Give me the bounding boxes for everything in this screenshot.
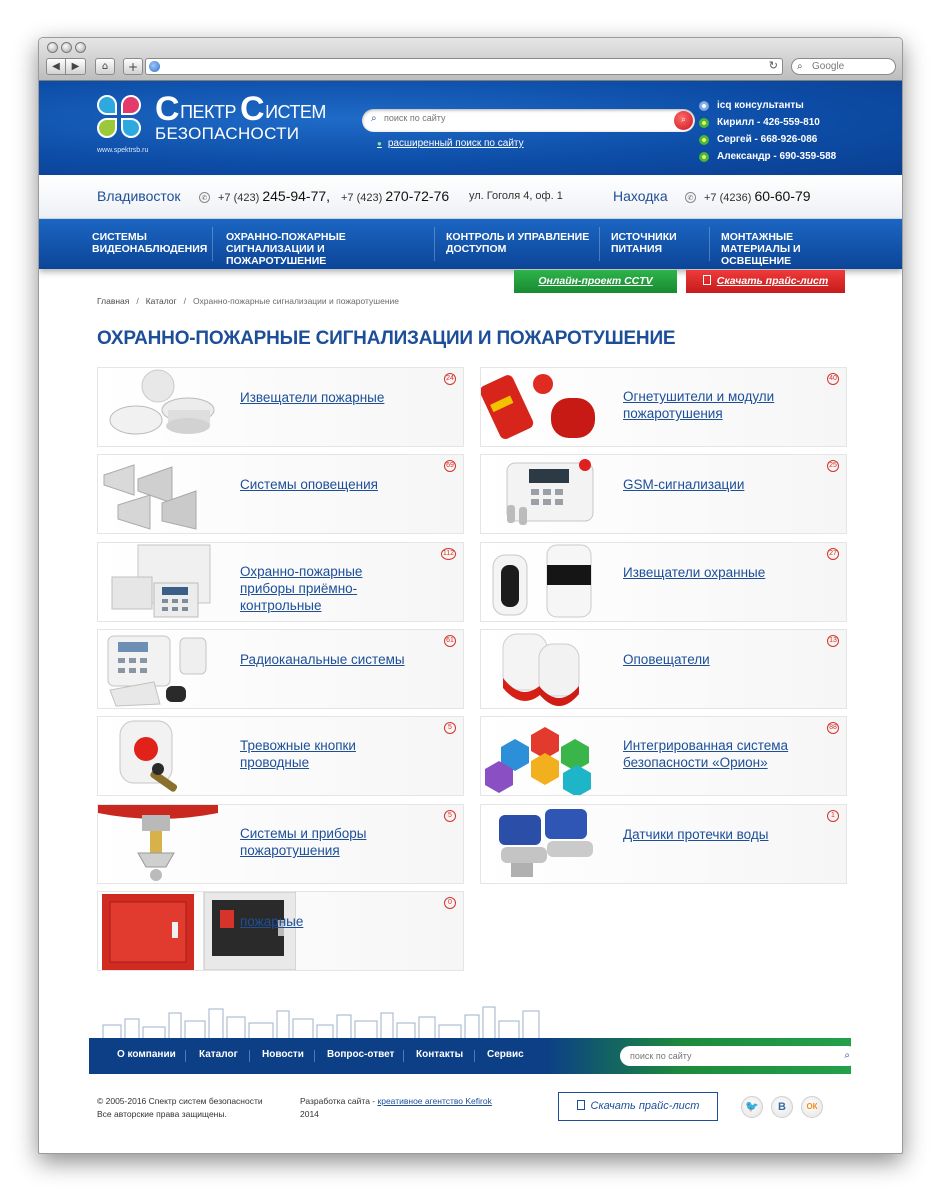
footer-search-placeholder: поиск по сайту xyxy=(630,1051,692,1061)
footer-search-input[interactable] xyxy=(620,1046,858,1066)
contacts-strip xyxy=(39,175,902,219)
category-card[interactable] xyxy=(97,454,464,534)
radio-systems-image xyxy=(98,630,218,708)
category-name[interactable]: пожарные xyxy=(240,914,304,929)
copyright xyxy=(97,1095,263,1121)
plus-icon: + xyxy=(127,59,139,74)
globe-icon xyxy=(149,61,160,72)
reload-icon[interactable]: ↻ xyxy=(768,59,778,72)
footer-nav-faq[interactable]: Вопрос-ответ xyxy=(327,1049,395,1060)
search-icon: ⌕ xyxy=(797,61,803,72)
developer-prefix: Разработка сайта - xyxy=(300,1096,376,1106)
category-name[interactable]: Огнетушители и модули пожаротушения xyxy=(623,389,775,421)
icq-contact[interactable]: Кирилл - 426-559-810 xyxy=(717,117,820,128)
category-count-badge: 1 xyxy=(827,810,839,822)
category-card[interactable] xyxy=(480,454,847,534)
category-card[interactable] xyxy=(97,891,464,971)
advanced-search-label: расширенный поиск по сайту xyxy=(387,138,524,149)
breadcrumb-home[interactable]: Главная xyxy=(97,296,130,306)
history-buttons xyxy=(46,58,86,75)
breadcrumb: Главная / Каталог / Охранно-пожарные сигнализации и пожаротушение xyxy=(97,296,400,306)
bullet-icon: ● xyxy=(377,139,382,148)
category-card[interactable] xyxy=(480,804,847,884)
address: ул. Гоголя 4, оф. 1 xyxy=(469,190,563,202)
footer-nav-catalog[interactable]: Каталог xyxy=(199,1049,238,1060)
category-name[interactable]: Системы и приборы пожаротушения xyxy=(240,826,367,858)
category-card[interactable] xyxy=(480,716,847,796)
logo-cap-2: С xyxy=(240,90,265,128)
vk-icon[interactable]: В xyxy=(771,1096,793,1118)
footer-nav-service[interactable]: Сервис xyxy=(487,1049,524,1060)
site-header xyxy=(39,81,902,175)
browser-search-field[interactable] xyxy=(791,58,896,75)
page-title: ОХРАННО-ПОЖАРНЫЕ СИГНАЛИЗАЦИИ И ПОЖАРОТУШЕНИЕ xyxy=(97,328,676,349)
phone-3-code: +7 (4236) xyxy=(704,192,752,204)
category-count-badge: 69 xyxy=(444,460,456,472)
category-name[interactable]: Интегрированная система безопасности «Орион» xyxy=(623,738,789,770)
nav-item-fire-alarm[interactable]: ОХРАННО-ПОЖАРНЫЕ СИГНАЛИЗАЦИИ И ПОЖАРОТУШЕНИЕ xyxy=(226,231,346,267)
forward-arrow-icon: ▶ xyxy=(71,61,80,72)
search-icon[interactable]: ⌕ xyxy=(844,1050,850,1061)
category-card[interactable] xyxy=(480,367,847,447)
copyright-line-2: Все авторские права защищены. xyxy=(97,1109,227,1119)
category-count-badge: 25 xyxy=(827,460,839,472)
notification-speakers-image xyxy=(98,455,218,533)
nav-item-mounting[interactable]: МОНТАЖНЫЕ МАТЕРИАЛЫ И ОСВЕЩЕНИЕ xyxy=(721,231,801,267)
category-count-badge: 5 xyxy=(444,722,456,734)
logo-url: www.spektrsb.ru xyxy=(97,147,149,154)
breadcrumb-catalog[interactable]: Каталог xyxy=(145,296,177,306)
developer-year: 2014 xyxy=(300,1109,319,1119)
close-window-icon[interactable] xyxy=(47,42,58,53)
online-cctv-button[interactable]: Онлайн-проект CCTV xyxy=(514,270,677,293)
category-count-badge: 13 xyxy=(827,635,839,647)
address-bar[interactable] xyxy=(145,58,783,75)
main-nav xyxy=(39,219,902,269)
icq-title: icq консультанты xyxy=(717,100,804,111)
logo-emblem-icon[interactable] xyxy=(97,95,145,141)
phone-1-code: +7 (423) xyxy=(218,192,260,204)
category-name[interactable]: Охранно-пожарные приборы приёмно-контрольные xyxy=(240,564,363,613)
logo-word-3: БЕЗОПАСНОСТИ xyxy=(155,124,300,143)
category-card[interactable] xyxy=(480,629,847,709)
category-count-badge: 40 xyxy=(827,373,839,385)
download-price-button[interactable] xyxy=(686,270,845,293)
developer-link[interactable]: креативное агентство Kefirok xyxy=(377,1096,492,1106)
phone-2 xyxy=(341,188,449,204)
fire-cabinets-image xyxy=(98,892,296,970)
category-card[interactable] xyxy=(97,716,464,796)
forward-button[interactable] xyxy=(66,58,86,75)
breadcrumb-current: Охранно-пожарные сигнализации и пожаротушение xyxy=(193,296,400,306)
phone-1-number: 245-94-77, xyxy=(262,188,331,204)
city-vladivostok: Владивосток xyxy=(97,188,181,204)
panic-button-image xyxy=(98,717,218,795)
copyright-line-1: © 2005-2016 Спектр систем безопасности xyxy=(97,1096,263,1106)
home-icon: ⌂ xyxy=(101,61,109,72)
icq-status-icon xyxy=(699,152,709,162)
odnoklassniki-icon[interactable]: ОК xyxy=(801,1096,823,1118)
new-tab-button[interactable] xyxy=(123,58,143,75)
category-name[interactable]: Тревожные кнопки проводные xyxy=(240,738,356,770)
twitter-icon[interactable]: 🐦 xyxy=(741,1096,763,1118)
icq-contact[interactable]: Александр - 690-359-588 xyxy=(717,151,837,162)
nav-item-power[interactable]: ИСТОЧНИКИ ПИТАНИЯ xyxy=(611,231,677,255)
logo-wordmark[interactable] xyxy=(155,90,326,144)
browser-search-placeholder: Google xyxy=(812,61,845,72)
category-count-badge: 61 xyxy=(444,635,456,647)
icq-consultants xyxy=(699,97,836,165)
document-icon xyxy=(577,1100,585,1110)
back-button[interactable] xyxy=(46,58,66,75)
city-nakhodka: Находка xyxy=(613,188,668,204)
site-search-input[interactable] xyxy=(384,113,664,123)
icq-status-icon xyxy=(699,135,709,145)
home-button[interactable] xyxy=(95,58,115,75)
category-name[interactable]: Радиоканальные системы xyxy=(240,652,405,667)
phone-icon: ✆ xyxy=(199,192,210,203)
category-count-badge: 5 xyxy=(444,810,456,822)
browser-toolbar xyxy=(39,38,902,81)
icq-contact[interactable]: Сергей - 668-926-086 xyxy=(717,134,818,145)
icq-status-icon xyxy=(699,118,709,128)
phone-2-code: +7 (423) xyxy=(341,192,383,204)
nav-item-video[interactable]: СИСТЕМЫ ВИДЕОНАБЛЮДЕНИЯ xyxy=(92,231,208,255)
footer-nav-contacts[interactable]: Контакты xyxy=(416,1049,464,1060)
control-panels-image xyxy=(98,543,218,621)
fire-detectors-image xyxy=(98,368,218,446)
sirens-image xyxy=(481,630,601,708)
minimize-window-icon[interactable] xyxy=(61,42,72,53)
category-count-badge: 27 xyxy=(827,548,839,560)
browser-window xyxy=(38,37,903,1154)
footer-download-price-label: Скачать прайс-лист xyxy=(590,1100,700,1112)
category-name[interactable]: Системы оповещения xyxy=(240,477,378,492)
category-count-badge: 112 xyxy=(441,548,456,560)
category-name[interactable]: Датчики протечки воды xyxy=(623,827,769,842)
footer-download-price-button[interactable] xyxy=(558,1092,718,1121)
city-skyline-illustration xyxy=(93,1001,553,1039)
maximize-window-icon[interactable] xyxy=(75,42,86,53)
nav-item-access-control[interactable]: КОНТРОЛЬ И УПРАВЛЕНИЕ ДОСТУПОМ xyxy=(446,231,590,255)
search-icon: ⌕ xyxy=(371,113,377,124)
motion-detectors-image xyxy=(481,543,601,621)
category-count-badge: 24 xyxy=(444,373,456,385)
category-count-badge: 0 xyxy=(444,897,456,909)
footer-nav xyxy=(89,1038,851,1074)
document-icon xyxy=(703,275,711,285)
search-submit-button[interactable]: ⌕ xyxy=(674,111,693,130)
orion-system-image xyxy=(481,717,601,795)
fire-suppression-image xyxy=(98,805,218,883)
category-name[interactable]: GSM-сигнализации xyxy=(623,477,745,492)
back-arrow-icon: ◀ xyxy=(52,61,60,72)
footer-nav-news[interactable]: Новости xyxy=(262,1049,304,1060)
phone-3-number: 60-60-79 xyxy=(754,188,811,204)
phone-icon: ✆ xyxy=(685,192,696,203)
category-name[interactable]: Извещатели охранные xyxy=(623,565,766,580)
site-search xyxy=(362,109,695,132)
water-leak-sensors-image xyxy=(481,805,601,883)
category-card[interactable] xyxy=(97,804,464,884)
phone-2-number: 270-72-76 xyxy=(385,188,450,204)
logo-word-2: ИСТЕМ xyxy=(265,102,326,122)
category-name[interactable]: Извещатели пожарные xyxy=(240,390,385,405)
phone-1 xyxy=(199,188,330,204)
category-card[interactable] xyxy=(480,542,847,622)
logo-cap-1: С xyxy=(155,90,180,128)
category-name[interactable]: Оповещатели xyxy=(623,652,710,667)
category-card[interactable] xyxy=(97,629,464,709)
extinguishers-image xyxy=(481,368,601,446)
logo-word-1: ПЕКТР xyxy=(180,102,236,122)
gsm-alarm-image xyxy=(481,455,601,533)
footer-nav-about[interactable]: О компании xyxy=(117,1049,176,1060)
developer-credit xyxy=(300,1095,492,1121)
category-count-badge: 88 xyxy=(827,722,839,734)
icq-flower-icon xyxy=(699,101,709,111)
category-card[interactable] xyxy=(97,542,464,622)
phone-3 xyxy=(685,188,811,204)
window-controls xyxy=(47,42,86,53)
category-card[interactable] xyxy=(97,367,464,447)
advanced-search-link[interactable] xyxy=(377,138,524,149)
download-price-label: Скачать прайс-лист xyxy=(716,275,829,287)
